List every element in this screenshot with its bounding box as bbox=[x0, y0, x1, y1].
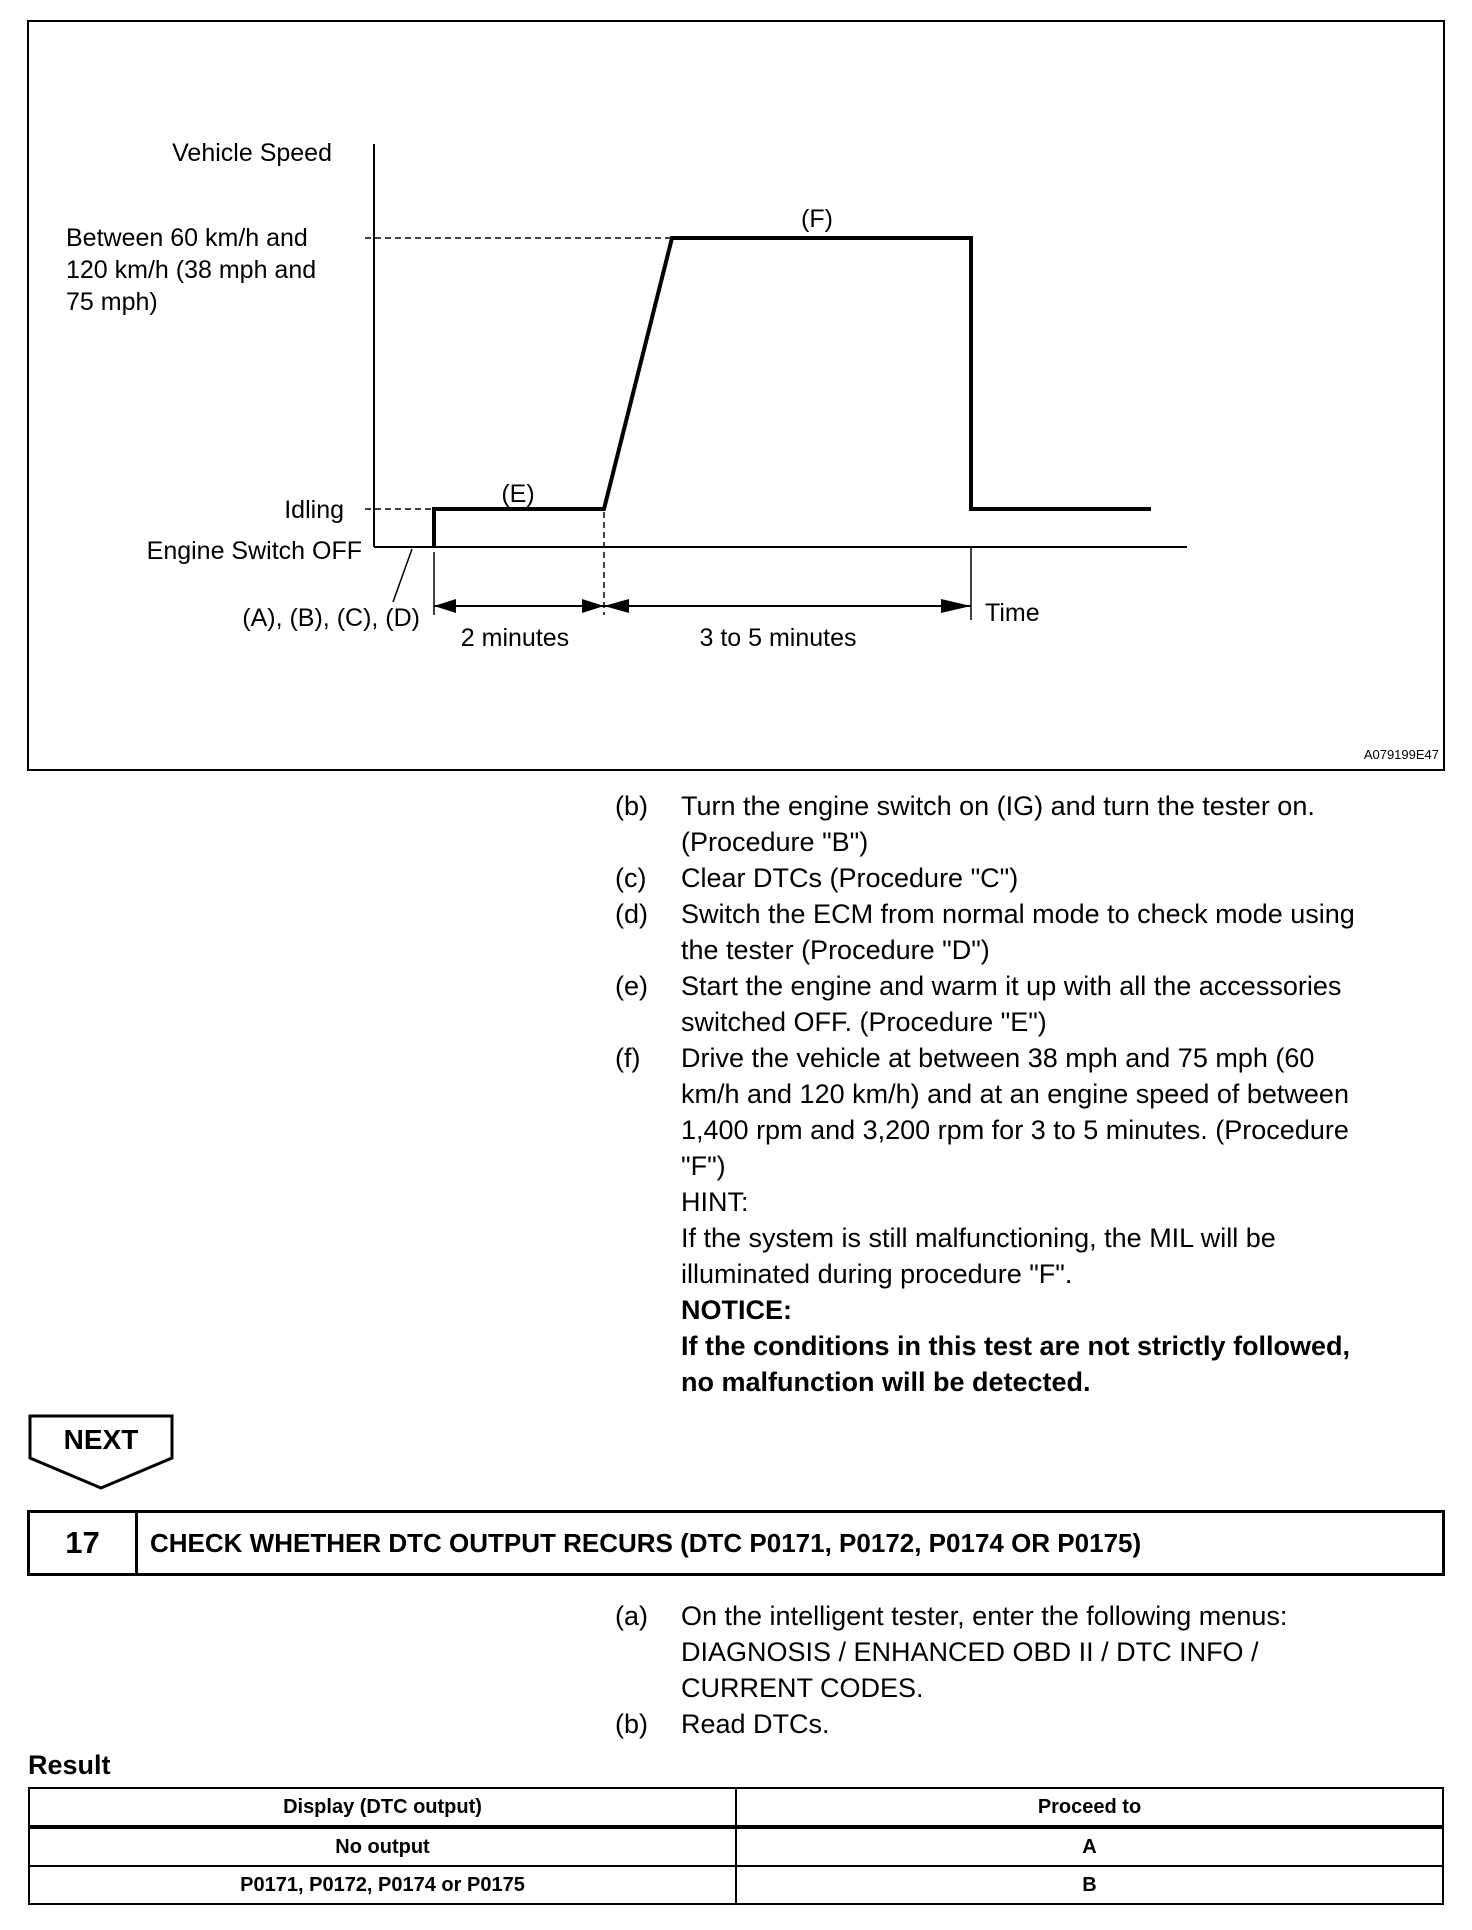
figure-id-label: A079199E47 bbox=[1363, 747, 1439, 762]
notice-text-line: no malfunction will be detected. bbox=[681, 1367, 1091, 1397]
step-d bbox=[615, 896, 1441, 968]
step-text-line: km/h and 120 km/h) and at an engine speed of between bbox=[681, 1079, 1349, 1109]
step-text-line: "F") bbox=[681, 1151, 726, 1181]
step-letter: (c) bbox=[615, 863, 647, 893]
table-cell: B bbox=[736, 1866, 1443, 1904]
step-b-read bbox=[615, 1706, 1441, 1742]
two-minutes-label: 2 minutes bbox=[460, 624, 570, 652]
step-text-line: Turn the engine switch on (IG) and turn the tester on. bbox=[681, 791, 1315, 821]
procedure-steps-upper bbox=[615, 788, 1441, 1400]
procedure-abcd-label: (A), (B), (C), (D) bbox=[242, 604, 420, 632]
step-letter: (a) bbox=[615, 1601, 648, 1631]
step-c bbox=[615, 860, 1441, 896]
section-number: 17 bbox=[30, 1513, 138, 1573]
step-text-line: Clear DTCs (Procedure "C") bbox=[681, 863, 1019, 893]
speed-range-label-line1: Between 60 km/h and bbox=[66, 224, 308, 252]
step-text-line: On the intelligent tester, enter the following menus: bbox=[681, 1601, 1288, 1631]
step-text-line: Switch the ECM from normal mode to check mode using bbox=[681, 899, 1355, 929]
column-header-proceed: Proceed to bbox=[736, 1788, 1443, 1827]
three-to-five-arrow-right-icon bbox=[941, 599, 971, 613]
procedure-steps-lower bbox=[615, 1598, 1441, 1742]
next-button[interactable] bbox=[28, 1414, 174, 1490]
speed-range-label-line3: 75 mph) bbox=[66, 288, 158, 316]
next-label: NEXT bbox=[63, 1424, 139, 1455]
step-e bbox=[615, 968, 1441, 1040]
drive-pattern-line bbox=[434, 238, 1151, 547]
step-a bbox=[615, 1598, 1441, 1706]
idling-label: Idling bbox=[284, 496, 344, 524]
three-to-five-arrow-left-icon bbox=[604, 599, 629, 613]
section-title: CHECK WHETHER DTC OUTPUT RECURS (DTC P0171, P0172, P0174 OR P0175) bbox=[150, 1527, 1142, 1558]
drive-pattern-diagram bbox=[29, 22, 1443, 769]
result-label: Result bbox=[28, 1750, 111, 1780]
section-header bbox=[27, 1510, 1445, 1576]
vehicle-speed-label: Vehicle Speed bbox=[172, 139, 332, 167]
two-minutes-arrow-left-icon bbox=[434, 599, 456, 613]
table-cell: P0171, P0172, P0174 or P0175 bbox=[29, 1866, 736, 1904]
step-text-line: Start the engine and warm it up with all the accessories bbox=[681, 971, 1342, 1001]
table-header-row bbox=[29, 1788, 1443, 1827]
procedure-f-label: (F) bbox=[801, 205, 833, 233]
procedure-e-label: (E) bbox=[501, 480, 535, 508]
column-header-display: Display (DTC output) bbox=[29, 1788, 736, 1827]
step-text-line: Drive the vehicle at between 38 mph and 75 mph (60 bbox=[681, 1043, 1315, 1073]
engine-switch-off-label: Engine Switch OFF bbox=[146, 537, 362, 565]
step-text-line: the tester (Procedure "D") bbox=[681, 935, 990, 965]
step-letter: (b) bbox=[615, 1709, 648, 1739]
speed-range-label-line2: 120 km/h (38 mph and bbox=[66, 256, 317, 284]
table-row bbox=[29, 1866, 1443, 1904]
hint-label: HINT: bbox=[681, 1187, 749, 1217]
table-cell: No output bbox=[29, 1827, 736, 1866]
step-text-line: DIAGNOSIS / ENHANCED OBD II / DTC INFO / bbox=[681, 1637, 1259, 1667]
table-cell: A bbox=[736, 1827, 1443, 1866]
procedure-abcd-leader-line bbox=[393, 549, 412, 602]
hint-text-line: illuminated during procedure "F". bbox=[681, 1259, 1073, 1289]
notice-text-line: If the conditions in this test are not strictly followed, bbox=[681, 1331, 1351, 1361]
step-text-line: switched OFF. (Procedure "E") bbox=[681, 1007, 1047, 1037]
two-minutes-arrow-right-icon bbox=[582, 599, 604, 613]
step-text-line: (Procedure "B") bbox=[681, 827, 869, 857]
figure-frame bbox=[27, 20, 1445, 771]
notice-label: NOTICE: bbox=[681, 1295, 792, 1325]
step-letter: (b) bbox=[615, 791, 648, 821]
step-b bbox=[615, 788, 1441, 860]
result-table bbox=[28, 1787, 1444, 1905]
step-f bbox=[615, 1040, 1441, 1400]
step-letter: (e) bbox=[615, 971, 648, 1001]
step-text-line: CURRENT CODES. bbox=[681, 1673, 924, 1703]
time-label: Time bbox=[985, 599, 1040, 627]
step-letter: (f) bbox=[615, 1043, 641, 1073]
hint-text-line: If the system is still malfunctioning, the MIL will be bbox=[681, 1223, 1276, 1253]
table-row bbox=[29, 1827, 1443, 1866]
step-text-line: Read DTCs. bbox=[681, 1709, 830, 1739]
step-text-line: 1,400 rpm and 3,200 rpm for 3 to 5 minutes. (Procedure bbox=[681, 1115, 1349, 1145]
three-to-five-minutes-label: 3 to 5 minutes bbox=[699, 624, 857, 652]
step-letter: (d) bbox=[615, 899, 648, 929]
